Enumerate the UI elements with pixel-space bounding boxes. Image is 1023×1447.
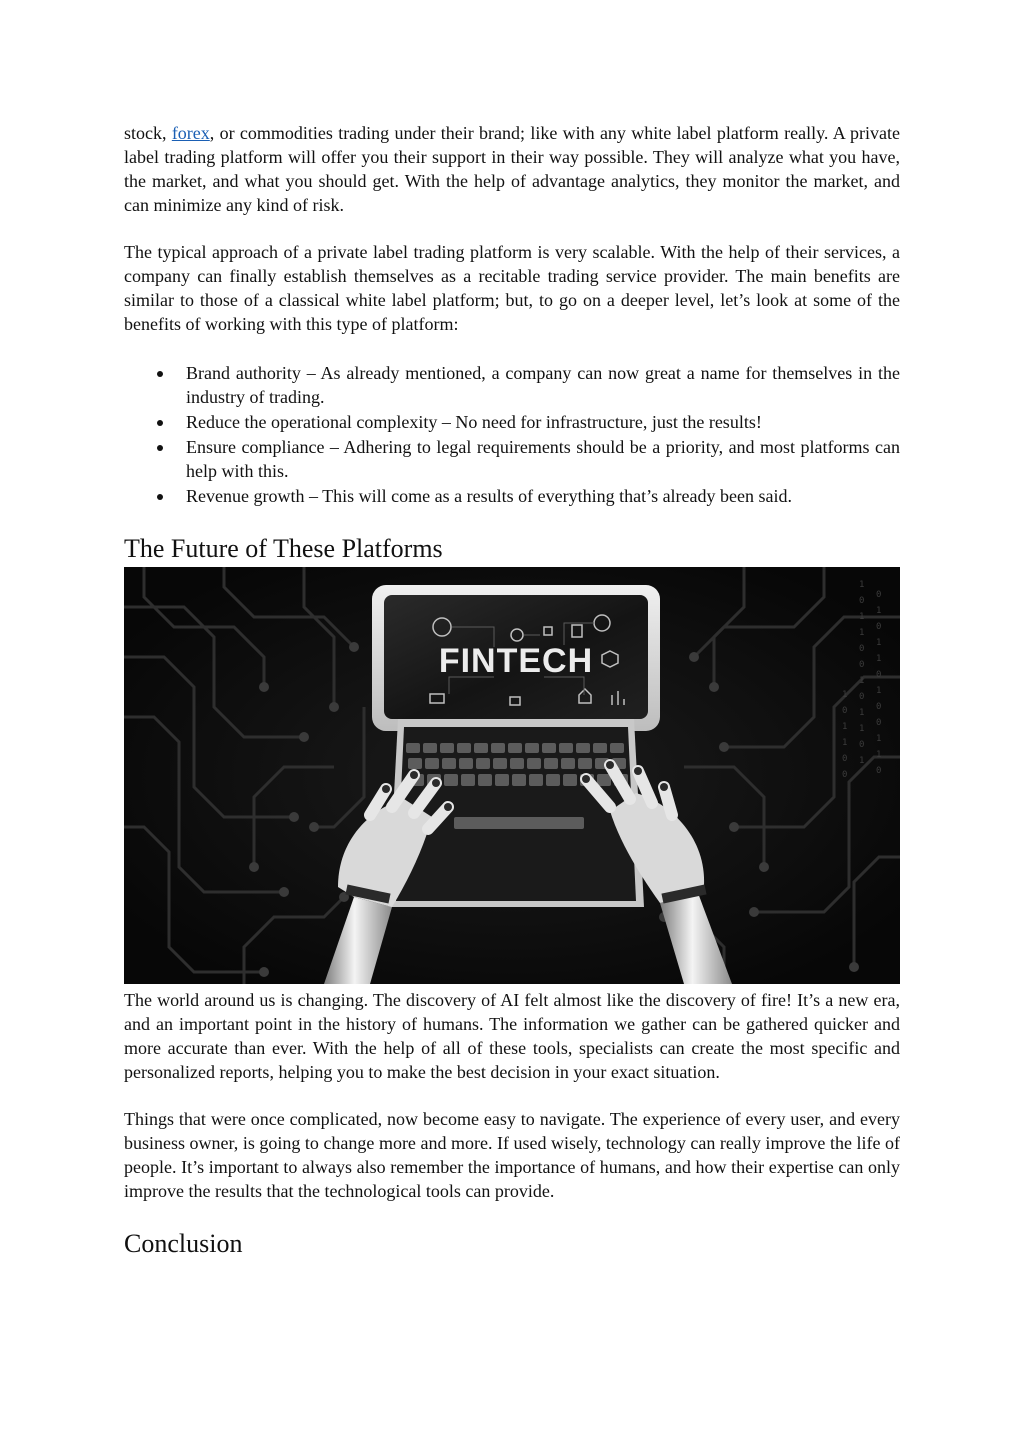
fintech-robot-image <box>124 567 900 984</box>
list-item <box>186 410 900 434</box>
svg-text:1: 1 <box>876 734 882 744</box>
list-item-text: Ensure compliance – Adhering to legal requirements should be a priority, and most platforms can help with this. <box>186 437 900 481</box>
list-item <box>186 484 900 508</box>
bullet-icon <box>157 371 163 377</box>
document-page <box>124 121 900 1262</box>
list-item <box>186 361 900 409</box>
svg-text:1: 1 <box>876 654 882 664</box>
intro-rest: , or commodities trading under their brand; like with any white label platform really. A private label trading platform will offer you their support in their way possible. They will analyze what you have, the market, and what you should get. With the help of advantage analytics, they monitor the market, and can minimize any kind of risk. <box>124 123 900 215</box>
list-item-text: Reduce the operational complexity – No need for infrastructure, just the results! <box>186 412 762 432</box>
future-heading: The Future of These Platforms <box>124 534 443 563</box>
svg-text:1: 1 <box>859 580 865 590</box>
svg-text:1: 1 <box>842 722 848 732</box>
svg-text:1: 1 <box>859 628 865 638</box>
svg-text:1: 1 <box>876 686 882 696</box>
svg-text:1: 1 <box>859 676 865 686</box>
svg-text:1: 1 <box>876 750 882 760</box>
benefits-intro-paragraph: The typical approach of a private label trading platform is very scalable. With the help of their services, a company can finally establish themselves as a recitable trading service provider. The main benefits are similar to those of a classical white label platform; but, to go on a deeper level, let’s look at some of the benefits of working with this type of platform: <box>124 242 900 334</box>
forex-link[interactable]: forex <box>171 123 210 143</box>
svg-text:0: 0 <box>859 644 865 654</box>
svg-text:0: 0 <box>859 692 865 702</box>
intro-paragraph <box>124 121 900 217</box>
svg-text:1: 1 <box>842 738 848 748</box>
svg-text:1: 1 <box>876 606 882 616</box>
svg-text:1: 1 <box>859 724 865 734</box>
svg-text:0: 0 <box>842 754 848 764</box>
svg-text:0: 0 <box>842 706 848 716</box>
list-item <box>186 435 900 483</box>
svg-text:0: 0 <box>859 596 865 606</box>
bullet-icon <box>157 445 163 451</box>
svg-text:1: 1 <box>859 756 865 766</box>
svg-text:0: 0 <box>876 718 882 728</box>
svg-text:0: 0 <box>842 770 848 780</box>
laptop-keyboard-deck <box>396 727 636 901</box>
svg-text:0: 0 <box>876 622 882 632</box>
fintech-illustration <box>124 567 900 984</box>
future-paragraph-one: The world around us is changing. The discovery of AI felt almost like the discovery of fire! It’s a new era, and an important point in the history of humans. The information we gather can be gathered quicker and more accurate than ever. With the help of all of these tools, specialists can create the most specific and personalized reports, helping you to make the best decision in your exact situation. <box>124 990 900 1082</box>
svg-text:0: 0 <box>876 670 882 680</box>
conclusion-heading: Conclusion <box>124 1229 243 1258</box>
intro-prefix: stock, <box>124 123 172 143</box>
svg-text:1: 1 <box>859 708 865 718</box>
svg-text:1: 1 <box>842 690 848 700</box>
list-item-text: Revenue growth – This will come as a results of everything that’s already been said. <box>186 486 793 506</box>
svg-text:0: 0 <box>859 660 865 670</box>
svg-text:0: 0 <box>859 740 865 750</box>
svg-text:1: 1 <box>876 638 882 648</box>
screen-title: FINTECH <box>438 642 594 680</box>
svg-text:1: 1 <box>859 612 865 622</box>
svg-text:0: 0 <box>876 766 882 776</box>
svg-text:0: 0 <box>876 702 882 712</box>
list-item-text: Brand authority – As already mentioned, a company can now great a name for themselves in the industry of trading. <box>186 363 900 407</box>
svg-text:0: 0 <box>876 590 882 600</box>
benefits-list <box>124 361 900 508</box>
bullet-icon <box>157 494 163 500</box>
bullet-icon <box>157 420 163 426</box>
future-paragraph-two: Things that were once complicated, now become easy to navigate. The experience of every user, and every business owner, is going to change more and more. If used wisely, technology can really improve the life of people. It’s important to always also remember the importance of humans, and how their expertise can only improve the results that the technological tools can provide. <box>124 1109 900 1201</box>
